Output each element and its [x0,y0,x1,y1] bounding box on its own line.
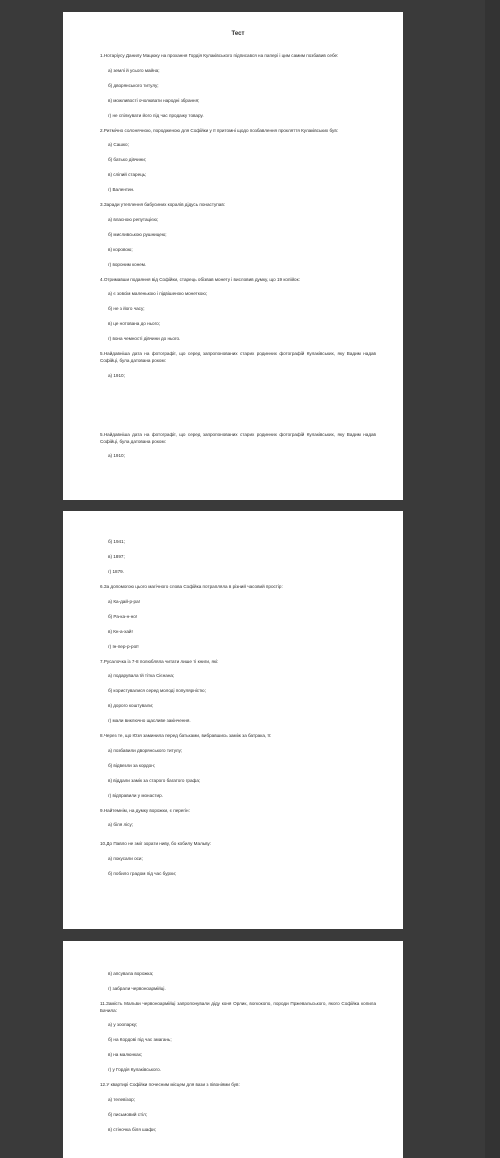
document-page-1 [63,12,403,424]
option: в) віддали замік за старого багатого графа; [108,777,201,783]
question-6: 6.За допомогою цього магічного слова Софійка потрапляла в різний часовий простір: [100,584,283,589]
option: в) дорого коштували; [108,703,154,709]
option: в) можливості очолювати народні збрання; [108,97,200,103]
option: а) власною репутацією; [108,216,159,222]
option: г) у Гордія Кулаківського. [108,1067,161,1073]
option: а) Ка-дай-р-ра! [108,598,140,604]
document-page-2 [63,511,403,835]
option: а) землі й усього майна; [108,67,160,73]
document-page-2-continued [63,835,403,929]
option: а) 1910; [108,372,125,378]
option: б) Ра-ка-н-но! [108,613,138,619]
option: б) дворянського титулу; [108,82,159,88]
question-4: 4.Отримавши подаяння від Софійки, старець обізвав монету і висловив думку, що 19 копійок: [100,276,300,282]
option: а) біля лісу; [108,822,134,828]
document-page-1-repeat [63,424,403,500]
option: в) сліпий старець; [108,172,147,178]
option: г) Валентин. [108,187,135,193]
option: а) є зовсім маленькою і підвішеною монеткою; [108,291,208,297]
option: г) відправили у монастир. [108,792,163,798]
option: а) покусали оси; [108,855,143,861]
question-1: 1.Нотаріусу Данилу Мацюку на прохання Гордія Кулаківського підписався на папері і цим самим позбавив себе: [100,53,339,58]
question-2: 2.Ритмічно солонячною, породженою для Софійки у її притомні щодо позбавлення прокляття Кулаківських був: [100,127,339,133]
option: а) телевізор; [108,1096,135,1102]
option: б) побило градом під час бурхи; [108,870,177,876]
option: б) не з його часу; [108,306,145,312]
option: а) 1910; [108,453,125,459]
option: в) на малюнках; [108,1052,143,1058]
question-8: 8.Через те, що Юзя заминила перед батьками, вибравшись заміж за батрака, її: [100,733,272,739]
option: г) вороним конем. [108,261,147,267]
question-7: 7.Русалочка із 7-8 полюбляла читати лише ті книги, які: [100,658,219,664]
option: г) вона чемності дівчини до нього. [108,336,181,342]
option: а) подарувала їй тітка Сієнана; [108,673,175,679]
page-title: Тест [231,31,245,37]
option: б) користувалися серед молоді популярністю; [108,688,206,694]
option: в) Кн-а-хай! [108,628,133,634]
option: в) стіночка біля шафи; [108,1126,156,1132]
question-11: 11.Замість Мальви червоноармійці запропонували діду коня Орлик, вогкокопо, породи Пржевальського, якого Софійка копила Бачила: [100,1001,376,1013]
option: б) відвезли за кордон; [108,762,156,768]
option: в) це нотована до нього; [108,321,160,327]
option: в) апсувала ворожка; [108,971,154,976]
option: а) Сашко; [108,142,129,148]
option: г) забрали червоноармійці. [108,986,166,991]
option: б) мисливською рушницею; [108,231,167,237]
option: б) батько дівчини; [108,157,147,163]
question-12: 12.У квартирі Софійки почесним місцем для вази з півоніями був: [100,1082,240,1088]
option: в) 1897; [108,554,125,559]
option: г) не спілкувати його під час продажу товару. [108,112,204,118]
question-9: 9.Найтемнім, на думку ворожки, є перегін: [100,807,190,813]
option: а) позбавили дворянського титулу; [108,747,183,753]
option: в) коровою; [108,246,133,252]
option: а) у зоопарку; [108,1022,138,1028]
option: б) письмовий стіл; [108,1111,148,1117]
option: г) Ін-пер-р-рої! [108,643,139,649]
window-edge [485,0,500,1158]
question-5: 5.Найдавніша дата на фотографії, що серед запропонованих старих родинних фотографій Кулаківських, яку Вадим надав Софійці, була датована роком: [100,351,376,363]
document-page-3 [63,941,403,1158]
question-3: 3.Заради утеплення бабусиних коралів дідусь понаступав: [100,202,226,208]
question-5: 5.Найдавніша дата на фотографії, що серед запропонованих старих родинних фотографій Кулаківських, яку Вадим надав Софійці, була датована роком: [100,432,376,444]
question-10: 10.До Павло не зміг зорати ниву, бо кобилу Мальву: [100,841,212,846]
option: г) мали виключно щасливе закінчення. [108,718,191,724]
option: г) 1879. [108,569,124,574]
option: б) на Кордові під час змагань; [108,1037,172,1043]
option: б) 1941; [108,539,125,544]
